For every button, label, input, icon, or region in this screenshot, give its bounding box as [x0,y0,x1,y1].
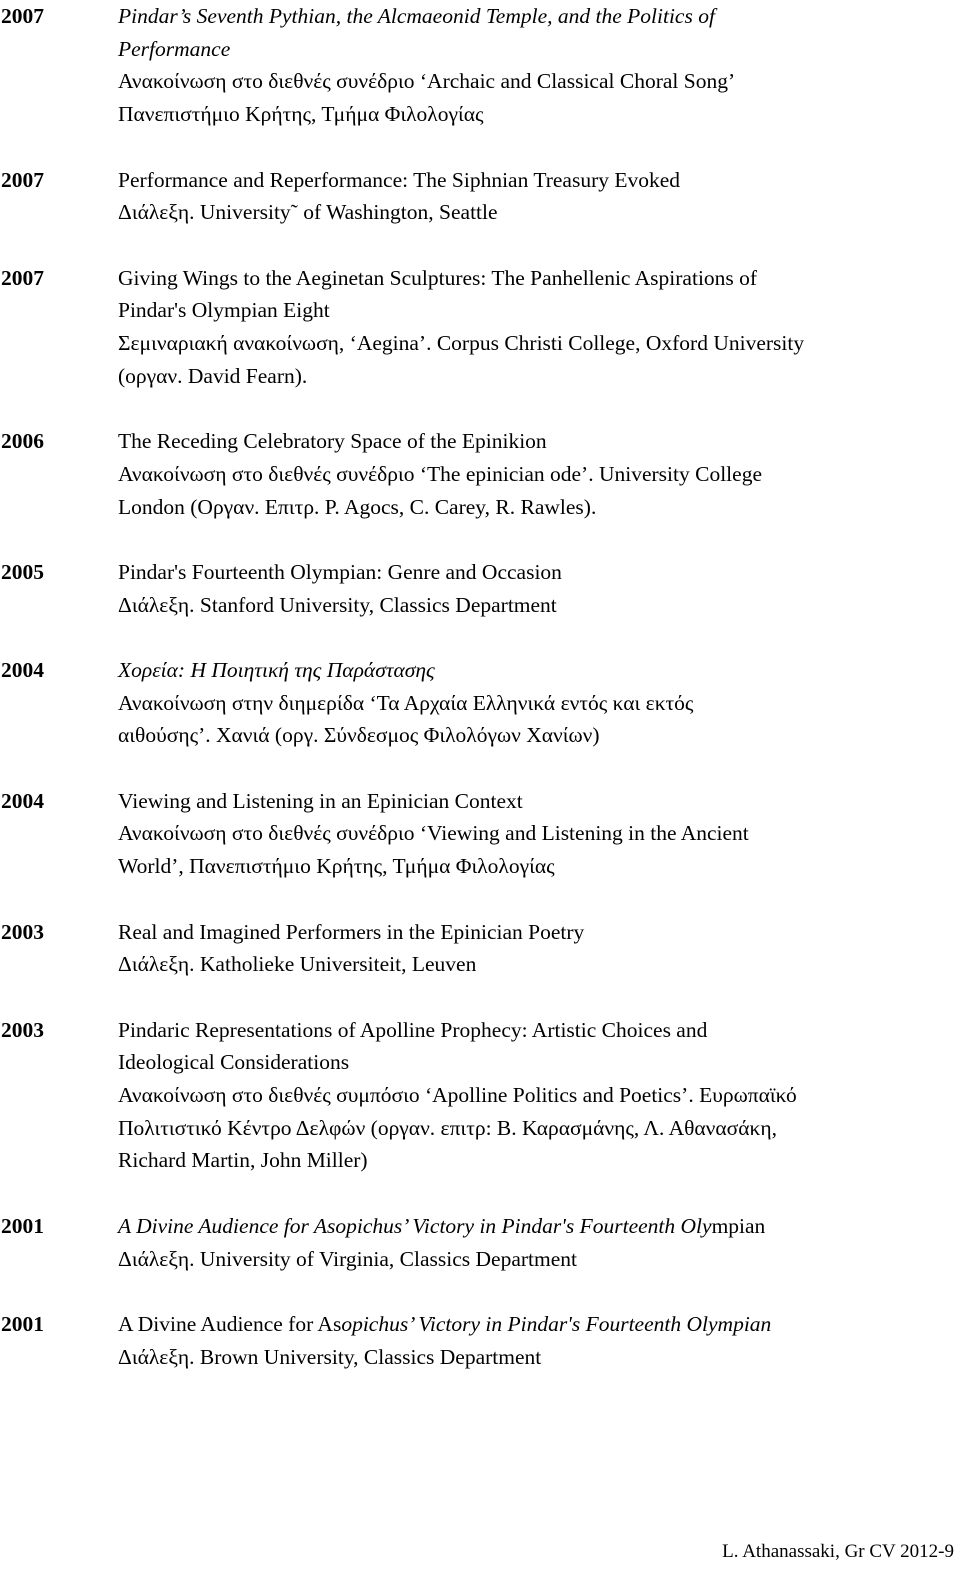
lecture-entry [0,1014,960,1178]
entry-year: 2003 [1,1017,44,1042]
entry-detail-line [118,491,960,524]
entry-detail-line [118,1079,960,1112]
entry-title-line [118,654,960,687]
entry-year: 2004 [1,788,44,813]
text-segment: Πολιτιστικό Κέντρο Δελφών (οργαν. επιτρ: Β. Καρασμάνης, Λ. Αθανασάκη, [118,1115,777,1140]
entry-detail-line [118,1112,960,1145]
entry-title-line [118,1210,960,1243]
entry-detail-line [118,719,960,752]
lecture-entry [0,262,960,393]
entry-details [118,262,960,393]
text-segment: Viewing and Listening in an Epinician Context [118,788,523,813]
text-segment: Ανακοίνωση στο διεθνές συνέδριο ‘Archaic and Classical Choral Song’ [118,69,736,94]
text-segment: Ανακοίνωση στο διεθνές συνέδριο ‘Viewing and Listening in the Ancient [118,821,749,846]
entry-spacer [0,981,960,1014]
entry-details [118,164,960,229]
entry-spacer [0,392,960,425]
entry-detail-line [118,327,960,360]
entry-details [118,1210,960,1275]
entry-details [118,916,960,981]
text-segment: opichus’ Victory in Pindar's Fourteenth Olympian [341,1311,772,1336]
text-segment: Real and Imagined Performers in the Epinician Poetry [118,919,585,944]
entry-details [118,785,960,883]
entry-title-line [118,1308,960,1341]
entry-details [118,0,960,131]
entry-title-line [118,0,960,33]
entry-detail-line [118,33,960,66]
text-segment: Pindar's Fourteenth Olympian: Genre and Occasion [118,559,562,584]
entry-year: 2007 [1,265,44,290]
text-segment: World’, Πανεπιστήμιο Κρήτης, Τμήμα Φιλολογίας [118,854,555,879]
text-segment: A Divine Audience for As [118,1311,342,1336]
lecture-entry [0,556,960,621]
entry-year: 2001 [1,1213,44,1238]
entry-details [118,425,960,523]
text-segment: Pindaric Representations of Apolline Prophecy: Artistic Choices and [118,1017,708,1042]
entry-detail-line [118,817,960,850]
entry-detail-line [118,687,960,720]
entry-year: 2003 [1,919,44,944]
entry-spacer [0,1177,960,1210]
entry-detail-line [118,196,960,229]
text-segment: A Divine Audience for Asopichus’ Victory in Pindar's Fourteenth Oly [118,1213,712,1238]
text-segment: Διάλεξη. Katholieke Universiteit, Leuven [118,952,477,977]
text-segment: mpian [711,1213,766,1238]
text-segment: Ideological Considerations [118,1050,350,1075]
text-segment: Σεμιναριακή ανακοίνωση, ‘Aegina’. Corpus Christi College, Oxford University [118,331,805,355]
entry-details [118,654,960,752]
entry-detail-line [118,850,960,883]
text-segment: Ανακοίνωση στο διεθνές συνέδριο ‘The epinician ode’. University College [118,461,762,486]
text-segment: The Receding Celebratory Space of the Epinikion [118,429,547,454]
entry-detail-line [118,1341,960,1374]
text-segment: Richard Martin, John Miller) [118,1148,368,1173]
text-segment: Ανακοίνωση στο διεθνές συμπόσιο ‘Apolline Politics and Poetics’. Ευρωπαϊκό [118,1083,797,1108]
entry-spacer [0,752,960,785]
text-segment: Διάλεξη. University˜ of Washington, Seattle [118,200,498,225]
entry-spacer [0,621,960,654]
page-footer: L. Athanassaki, Gr CV 2012-9 [722,1541,954,1562]
lecture-entry [0,916,960,981]
text-segment: Giving Wings to the Aeginetan Sculptures: The Panhellenic Aspirations of [118,265,758,290]
entry-detail-line [118,589,960,622]
entry-title-line [118,262,960,295]
text-segment: Χορεία: Η Ποιητική της Παράστασης [118,657,435,682]
entry-details [118,556,960,621]
entry-details [118,1308,960,1373]
text-segment: London (Οργαν. Επιτρ. P. Agocs, C. Carey, R. Rawles). [118,494,597,519]
entry-year: 2007 [1,167,44,192]
entry-title-line [118,916,960,949]
text-segment: Ανακοίνωση στην διημερίδα ‘Τα Αρχαία Ελληνικά εντός και εκτός [118,690,694,715]
entry-spacer [0,883,960,916]
text-segment: Διάλεξη. Stanford University, Classics Department [118,592,557,617]
entry-detail-line [118,360,960,393]
entry-spacer [0,131,960,164]
lecture-entry [0,785,960,883]
entry-detail-line [118,98,960,131]
text-segment: Pindar’s Seventh Pythian, the Alcmaeonid Temple, and the Politics of [118,4,715,28]
entry-detail-line [118,1046,960,1079]
text-segment: Διάλεξη. University of Virginia, Classics Department [118,1246,577,1271]
entry-detail-line [118,65,960,98]
entry-detail-line [118,1243,960,1276]
entry-detail-line [118,294,960,327]
entry-spacer [0,229,960,262]
lecture-entry [0,1308,960,1373]
entry-title-line [118,164,960,197]
lecture-entry [0,425,960,523]
lecture-entry [0,654,960,752]
entry-title-line [118,1014,960,1047]
text-segment: Pindar's Olympian Eight [118,298,330,323]
lecture-entry [0,164,960,229]
entry-details [118,1014,960,1178]
entry-year: 2005 [1,559,44,584]
entry-title-line [118,425,960,458]
entry-detail-line [118,948,960,981]
entry-title-line [118,556,960,589]
entry-spacer [0,523,960,556]
text-segment: αιθούσης’. Χανιά (οργ. Σύνδεσμος Φιλολόγων Χανίων) [118,723,600,748]
lecture-entry [0,0,960,131]
entry-detail-line [118,458,960,491]
lecture-entry [0,1210,960,1275]
text-segment: Performance [118,36,231,61]
entry-year: 2007 [1,4,44,28]
entry-spacer [0,1275,960,1308]
entry-title-line [118,785,960,818]
entry-detail-line [118,1144,960,1177]
entry-year: 2004 [1,657,44,682]
text-segment: Performance and Reperformance: The Siphnian Treasury Evoked [118,167,681,192]
entry-year: 2001 [1,1311,44,1336]
text-segment: Διάλεξη. Brown University, Classics Department [118,1344,542,1369]
text-segment: (οργαν. David Fearn). [118,363,308,388]
entry-year: 2006 [1,429,44,454]
text-segment: Πανεπιστήμιο Κρήτης, Τμήμα Φιλολογίας [118,102,484,127]
